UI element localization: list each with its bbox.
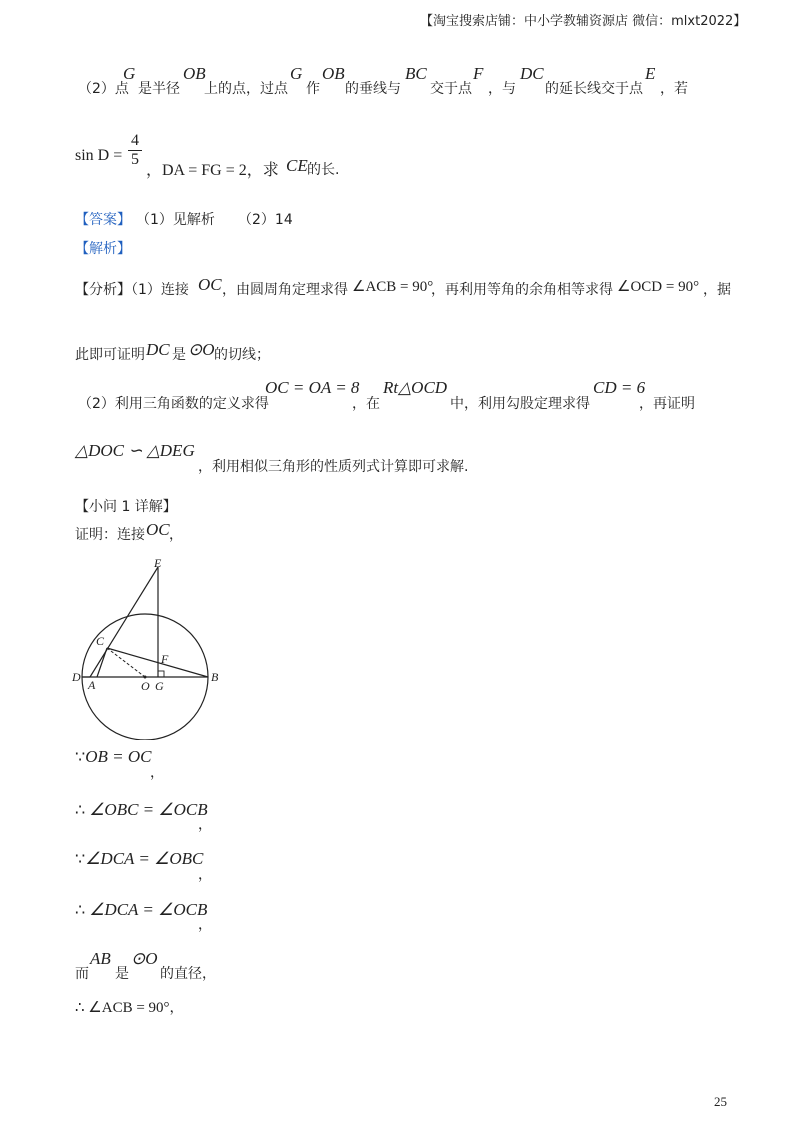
analysis-tag: 【解析】 [75,241,131,257]
dashed-OC [107,648,145,677]
q2-CE: CE [286,156,308,175]
fenxi-circle-O: ⊙O [188,340,215,359]
diam-circle-O: ⊙O [131,949,158,968]
last-step [75,997,184,1017]
step-2-tail: ， [198,817,212,833]
q2-F: F [473,64,484,83]
fenxi-line2a: 此即可证明 [75,347,145,363]
q2-BC: BC [405,64,427,83]
label-C: C [96,634,105,648]
q2-DC: DC [520,64,544,83]
step-2-expr: ∠OBC = ∠OCB [89,800,208,819]
step-3-tail: ， [198,867,212,883]
rt-triangle: Rt△OCD [383,378,448,397]
fenxi-line2c: 的切线； [214,347,270,363]
diam-b: 是 [115,966,129,982]
cd-value: CD = 6 [593,378,646,397]
fenxi-line2b: 是 [172,347,186,363]
q2-prefix: （2）点 [78,81,129,97]
q2-OB: OB [183,64,206,83]
q2-t7: 的延长线交于点 [545,81,643,97]
detail-title: 【小问 1 详解】 [75,499,177,515]
q2-t8: ，若 [660,81,688,97]
step-1-symbol: ∵ [75,749,86,766]
step-4 [75,900,207,920]
page-number: 25 [714,1094,727,1109]
step-1-tail: ， [150,765,164,781]
step-4-expr: ∠DCA = ∠OCB [89,900,208,919]
fenxi-line3d: ，再证明 [639,396,695,412]
fraction [128,132,142,169]
proof-start: 证明：连接 [75,527,145,543]
fenxi-line3a: （2）利用三角函数的定义求得 [78,396,269,412]
fenxi-line3c: 中，利用勾股定理求得 [450,396,590,412]
last-step-tail: ， [169,1000,184,1016]
q2-t1: 是半径 [138,81,180,97]
sin-lhs: sin D = [75,147,123,164]
label-A: A [88,678,96,692]
q2-end: 的长. [307,162,340,178]
q2-OB2: OB [322,64,345,83]
q2-G2: G [290,64,303,83]
angle-acb: ∠ACB = 90° [352,279,434,295]
q2-G: G [123,64,136,83]
step-3-symbol: ∵ [75,851,86,868]
step-2-symbol: ∴ [75,802,86,819]
fenxi-line4: ，利用相似三角形的性质列式计算即可求解. [198,459,469,475]
q2-t4: 的垂线与 [345,81,401,97]
angle-ocd: ∠OCD = 90° [617,279,700,295]
diam-a: 而 [75,966,89,982]
step-3 [75,849,203,869]
step-4-tail: ， [198,917,212,933]
fenxi-tag: 【分析】（1）连接 [75,282,189,298]
fenxi-DC: DC [146,340,170,359]
proof-OC: OC [146,520,170,539]
q2-t5: 交于点 [430,81,472,97]
step-4-symbol: ∴ [75,902,86,919]
label-D: D [72,670,81,684]
diam-c: 的直径， [160,966,216,982]
fenxi-OC: OC [198,275,222,294]
label-F: F [161,652,169,666]
q2-t6: ，与 [488,81,516,97]
fraction-numerator: 4 [128,132,142,151]
geometry-figure [60,550,220,740]
similar-triangles: △DOC ∽ △DEG [75,441,195,460]
page-header: 【淘宝搜索店铺：中小学教辅资源店 微信：mlxt2022】 [420,14,747,29]
label-E: E [154,556,162,570]
fenxi-t2: ，再利用等角的余角相等求得 [431,282,613,298]
answer-tag: 【答案】 [75,212,131,228]
answer-part2: （2）14 [238,212,293,228]
diam-AB: AB [90,949,111,968]
label-O: O [141,679,150,693]
fenxi-t3: ，据 [703,282,731,298]
q2-E: E [645,64,656,83]
q2-condition: ，DA = FG = 2，求 [146,162,279,179]
fenxi-line3b: ，在 [352,396,380,412]
step-2 [75,800,208,820]
step-3-expr: ∠DCA = ∠OBC [85,849,204,868]
step-1 [75,747,151,767]
answer-part1: （1）见解析 [136,212,215,228]
q2-t2: 上的点，过点 [204,81,288,97]
step-1-expr: OB = OC [85,747,152,766]
label-G: G [155,679,164,693]
oc-oa: OC = OA = 8 [265,378,360,397]
fraction-denominator: 5 [131,151,139,168]
label-B: B [211,670,219,684]
proof-comma: ， [169,527,183,543]
last-step-expr: ∠ACB = 90° [88,1000,170,1016]
q2-t3: 作 [306,81,320,97]
fenxi-t1: ，由圆周角定理求得 [222,282,348,298]
last-step-symbol: ∴ [75,1000,85,1016]
right-angle-mark [158,671,164,677]
